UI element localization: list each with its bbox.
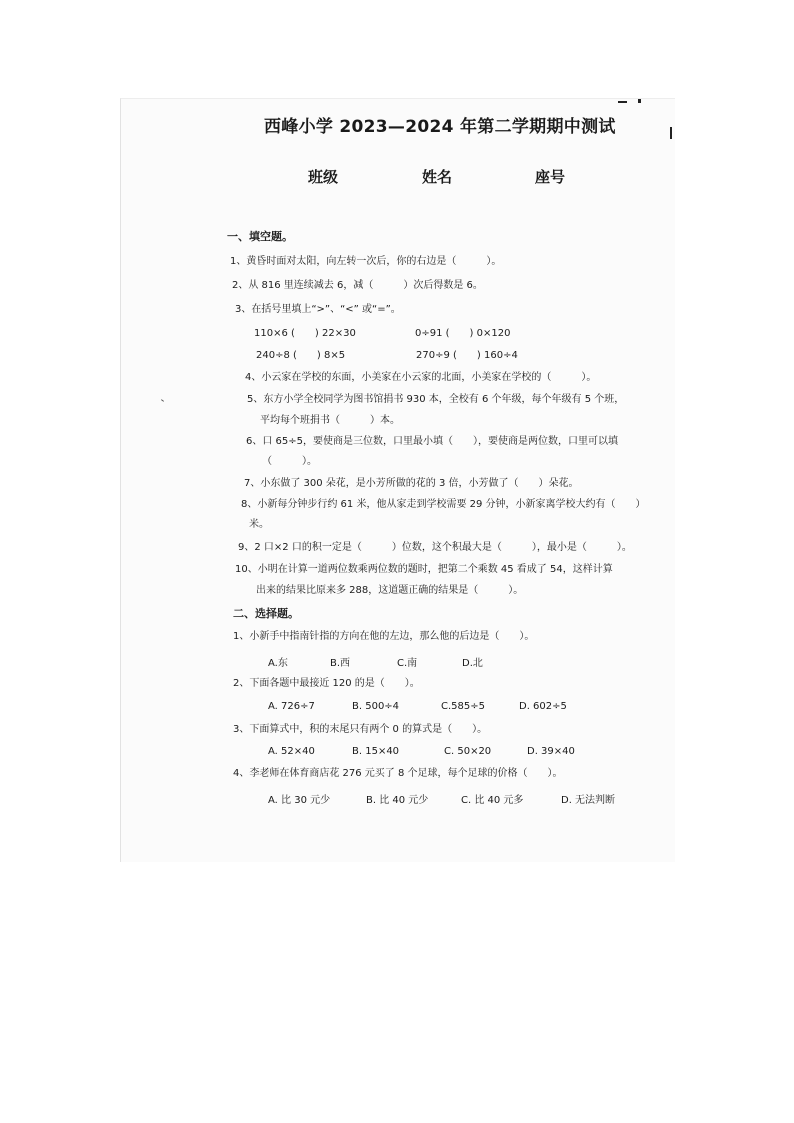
choice-option: C. 50×20: [444, 746, 492, 757]
question-6: 6、口 65÷5，要使商是三位数，口里最小填（ ），要使商是两位数，口里可以填: [246, 436, 619, 447]
exam-title: 西峰小学 2023—2024 年第二学期期中测试: [264, 117, 616, 137]
question-1: 1、黄昏时面对太阳，向左转一次后，你的右边是（ ）。: [230, 256, 502, 267]
choice-option: A. 52×40: [268, 746, 315, 757]
choice-option: A. 比 30 元少: [268, 795, 331, 806]
choice-question-4: 4、李老师在体育商店花 276 元买了 8 个足球，每个足球的价格（ ）。: [233, 768, 563, 779]
choice-question-1: 1、小新手中指南针指的方向在他的左边，那么他的后边是（ ）。: [233, 631, 535, 642]
scan-mark: [638, 99, 641, 103]
choice-option: A.东: [268, 658, 288, 669]
compare-item: 0÷91 ( ) 0×120: [415, 328, 511, 339]
choice-question-3: 3、下面算式中，积的末尾只有两个 0 的算式是（ ）。: [233, 724, 488, 735]
choice-option: B. 15×40: [352, 746, 400, 757]
scan-mark: [618, 101, 627, 103]
choice-option: D. 无法判断: [561, 795, 616, 806]
choice-option: C. 比 40 元多: [461, 795, 524, 806]
section-heading: 二、选择题。: [233, 607, 299, 620]
question-9: 9、2 口×2 口的积一定是（ ）位数，这个积最大是（ ），最小是（ ）。: [238, 542, 632, 553]
choice-option: A. 726÷7: [268, 701, 315, 712]
seat-label: 座号: [535, 168, 566, 186]
section-heading: 一、填空题。: [227, 230, 293, 243]
choice-option: C.585÷5: [441, 701, 485, 712]
question-6-cont: （ ）。: [262, 456, 317, 467]
compare-item: 240÷8 ( ) 8×5: [256, 350, 346, 361]
choice-option: B. 比 40 元少: [366, 795, 429, 806]
question-5: 5、东方小学全校同学为图书馆捐书 930 本，全校有 6 个年级，每个年级有 5 个班，: [247, 394, 625, 405]
question-10: 10、小明在计算一道两位数乘两位数的题时，把第二个乘数 45 看成了 54，这样计算: [235, 564, 613, 575]
question-3: 3、在括号里填上“>”、“<” 或“=”。: [235, 304, 401, 315]
question-7: 7、小东做了 300 朵花，是小芳所做的花的 3 倍，小芳做了（ ）朵花。: [244, 478, 579, 489]
scan-mark: [670, 127, 672, 139]
question-5-cont: 平均每个班捐书（ ）本。: [260, 415, 400, 426]
choice-option: D. 602÷5: [519, 701, 567, 712]
question-10-cont: 出来的结果比原来多 288，这道题正确的结果是（ ）。: [256, 585, 524, 596]
choice-option: C.南: [397, 658, 418, 669]
compare-item: 270÷9 ( ) 160÷4: [416, 350, 518, 361]
question-4: 4、小云家在学校的东面，小美家在小云家的北面，小美家在学校的（ ）。: [245, 372, 597, 383]
choice-option: D. 39×40: [527, 746, 575, 757]
class-label: 班级: [308, 168, 339, 186]
question-8-cont: 米。: [249, 519, 269, 530]
choice-option: B. 500÷4: [352, 701, 400, 712]
question-2: 2、从 816 里连续减去 6，减（ ）次后得数是 6。: [232, 280, 483, 291]
question-8: 8、小新每分钟步行约 61 米，他从家走到学校需要 29 分钟，小新家离学校大约有（ ）: [241, 499, 646, 510]
choice-question-2: 2、下面各题中最接近 120 的是（ ）。: [233, 678, 420, 689]
choice-option: D.北: [462, 658, 483, 669]
choice-option: B.西: [330, 658, 351, 669]
name-label: 姓名: [422, 168, 453, 186]
compare-item: 110×6 ( ) 22×30: [254, 328, 356, 339]
